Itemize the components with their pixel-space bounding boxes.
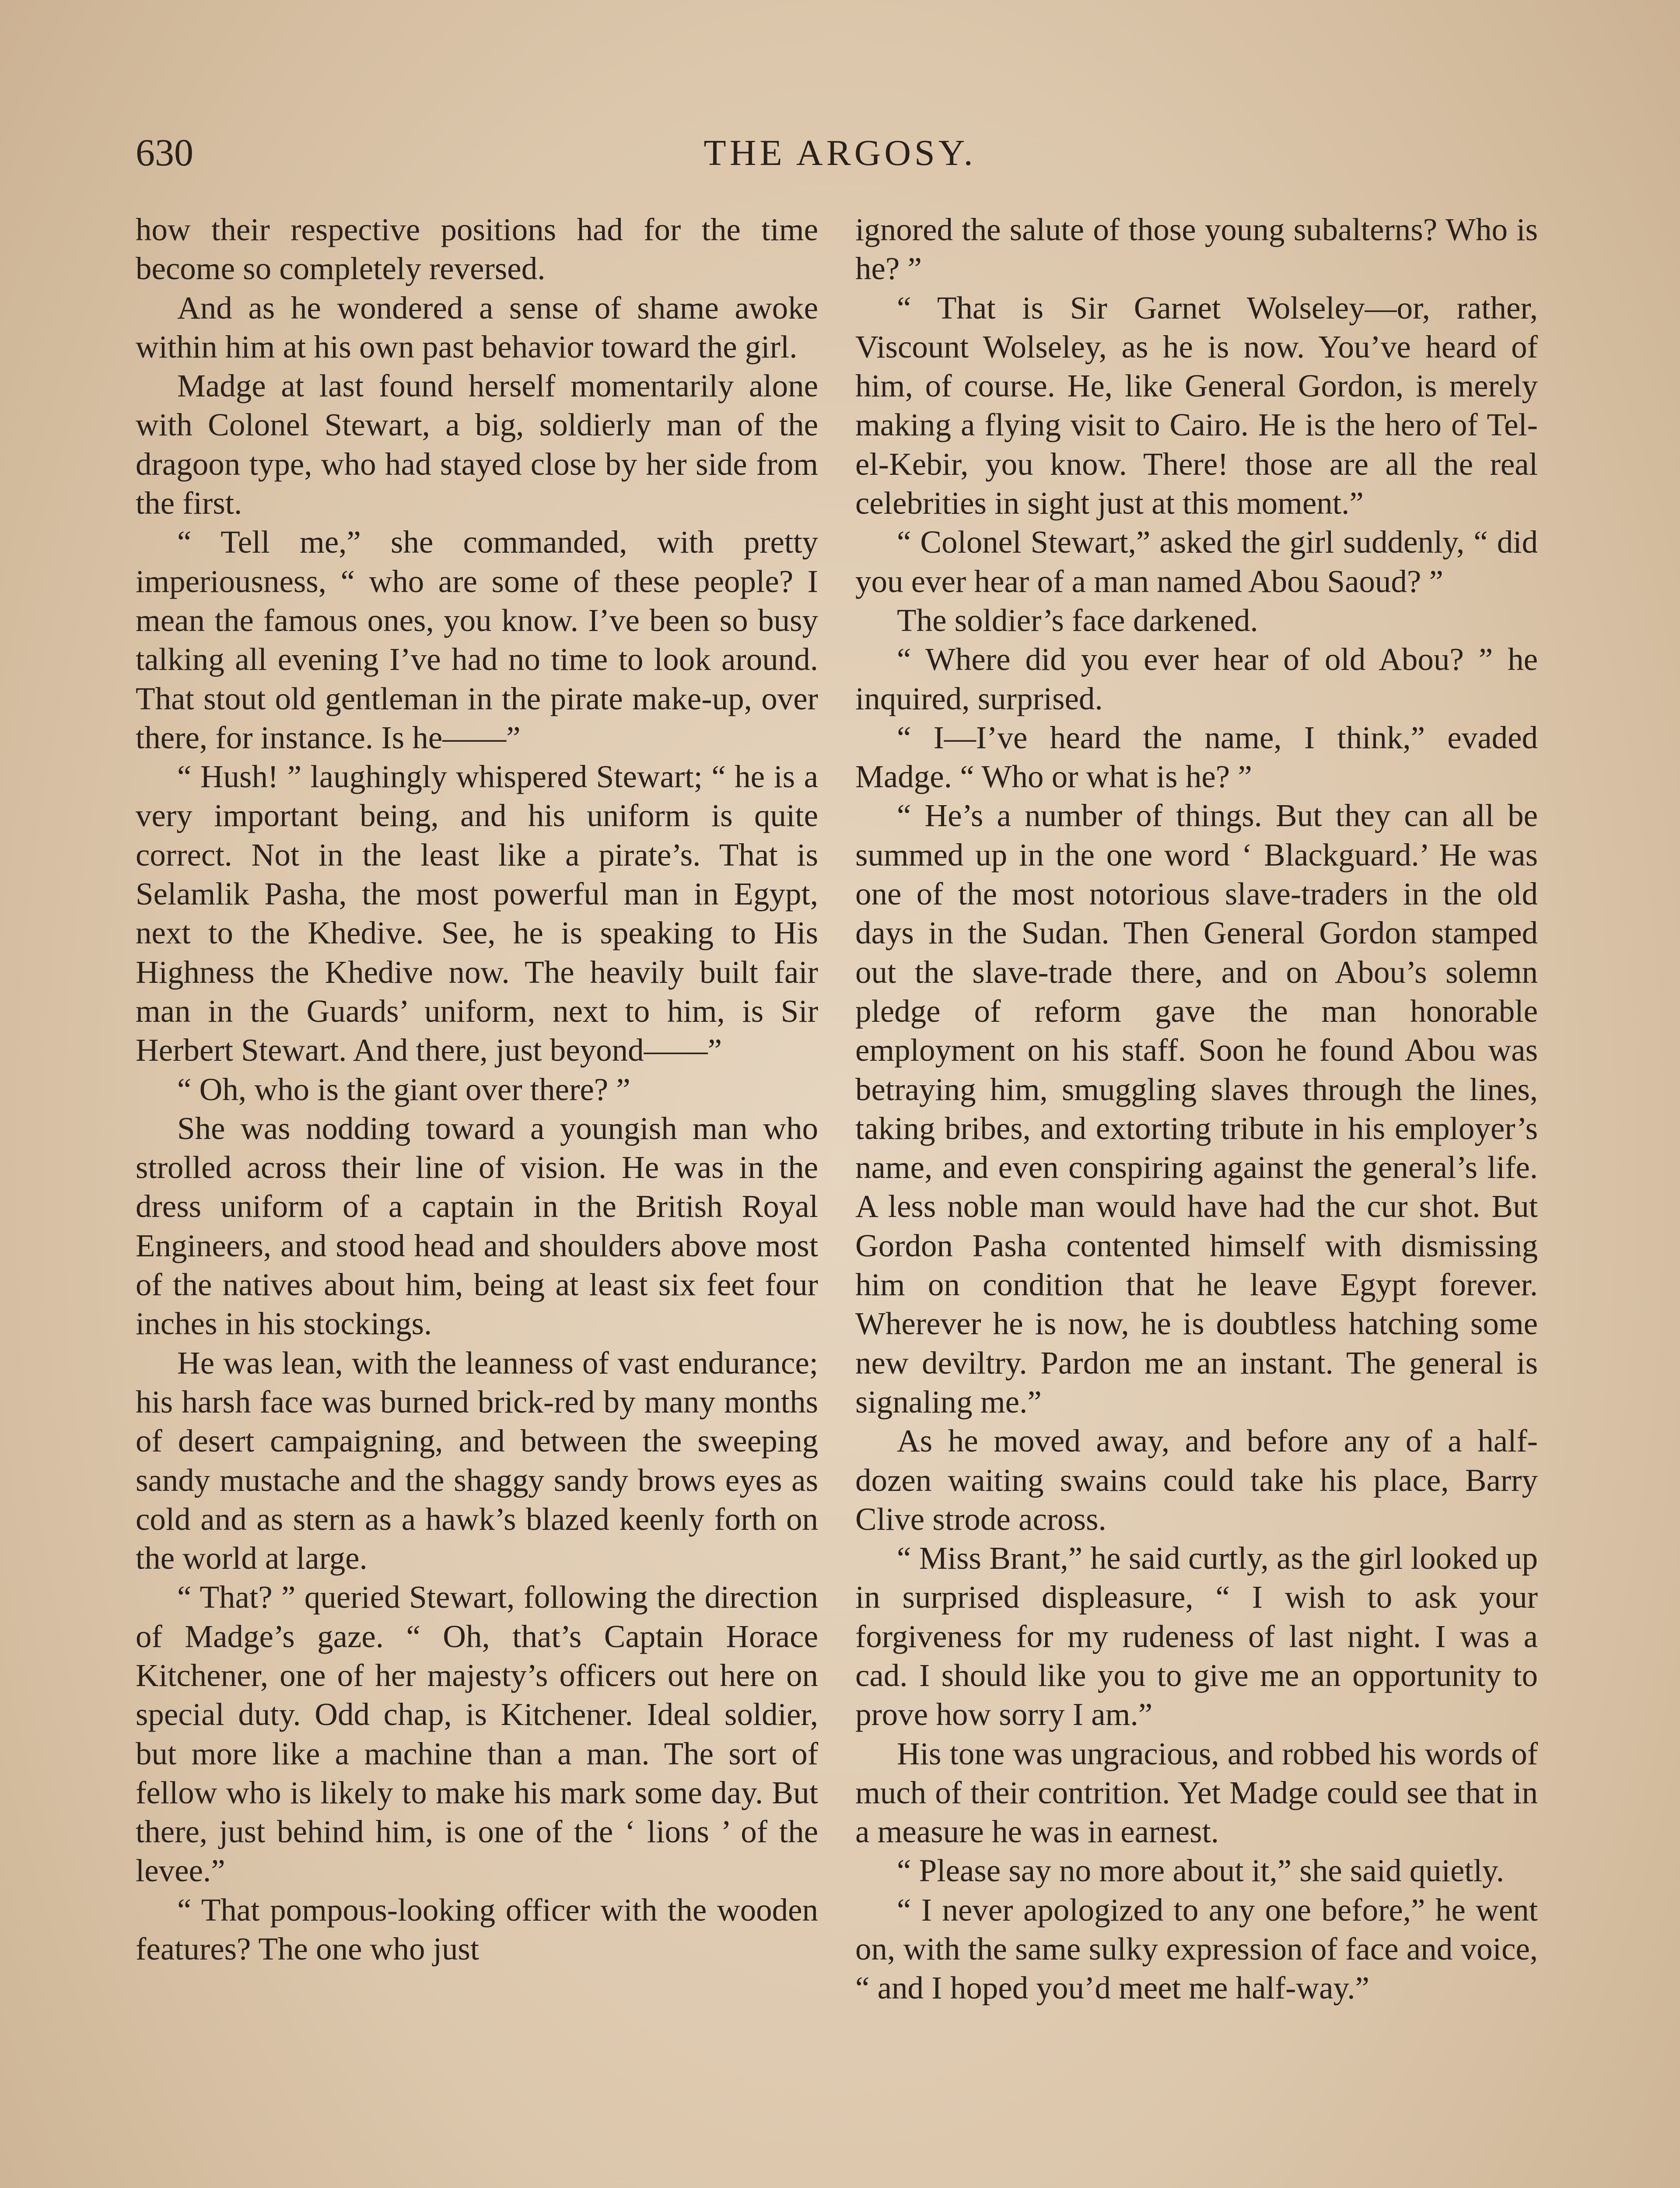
paragraph: “ Hush! ” laughingly whispered Stewart; “ he is a very important being, and his uniform is quite correct. Not in the least like a pirate’s. That is Selamlik Pasha, the most powerful man in Egypt, next to the Khedive. See, he is speaking to His Highness the Khedive now. The heavily built fair man in the Guards’ uniform, next to him, is Sir Herbert Stewart. And there, just beyond——” — [136, 759, 818, 1068]
paragraph: “ Oh, who is the giant over there? ” — [177, 1071, 630, 1107]
paragraph: ignored the salute of those young subalterns? Who is he? ” — [855, 212, 1538, 287]
paragraph: As he moved away, and before any of a half-dozen waiting swains could take his place, Barry Clive strode across. — [855, 1423, 1538, 1537]
paragraph: “ That is Sir Garnet Wolseley—or, rather, Viscount Wolseley, as he is now. You’ve heard of him, of course. He, like General Gordon, is merely making a flying visit to Cairo. He is the hero of Tel-el-Kebir, you know. There! those are all the real celebrities in sight just at this moment.” — [855, 290, 1538, 521]
paragraph: “ Where did you ever hear of old Abou? ” he inquired, surprised. — [855, 642, 1538, 716]
paragraph: “ Miss Brant,” he said curtly, as the girl looked up in surprised displeasure, “ I wish to ask your forgiveness for my rudeness of last night. I was a cad. I should like you to give me an opportunity to prove how sorry I am.” — [855, 1540, 1538, 1732]
paragraph: The soldier’s face darkened. — [897, 602, 1258, 638]
paragraph: His tone was ungracious, and robbed his words of much of their contrition. Yet Madge could see that in a measure he was in earnest. — [855, 1736, 1538, 1850]
paragraph: “ That? ” queried Stewart, following the direction of Madge’s gaze. “ Oh, that’s Captain Horace Kitchener, one of her majesty’s officers out here on special duty. Odd chap, is Kitchener. Ideal soldier, but more like a machine than a man. The sort of fellow who is likely to make his mark some day. But there, just behind him, is one of the ‘ lions ’ of the levee.” — [136, 1579, 818, 1889]
page-header — [136, 127, 1544, 188]
paragraph: “ Tell me,” she commanded, with pretty imperiousness, “ who are some of these people? I mean the famous ones, you know. I’ve been so busy talking all evening I’ve had no time to look around. That stout old gentleman in the pirate make-up, over there, for instance. Is he——” — [136, 524, 818, 755]
paragraph: how their respective positions had for the time become so completely reversed. — [136, 212, 818, 287]
paragraph: “ Please say no more about it,” she said quietly. — [897, 1853, 1504, 1889]
paragraph: “ Colonel Stewart,” asked the girl suddenly, “ did you ever hear of a man named Abou Saoud? ” — [855, 524, 1538, 599]
paragraph: She was nodding toward a youngish man who strolled across their line of vision. He was in the dress uniform of a captain in the British Royal Engineers, and stood head and shoulders above most of the natives about him, being at least six feet four inches in his stockings. — [136, 1110, 818, 1342]
paragraph: “ That pompous-looking officer with the wooden features? The one who just — [136, 1892, 818, 1967]
page-number: 630 — [136, 132, 193, 174]
paragraph: He was lean, with the leanness of vast endurance; his harsh face was burned brick-red by many months of desert campaigning, and between the sweeping sandy mustache and the shaggy sandy brows eyes as cold and as stern as a hawk’s blazed keenly forth on the world at large. — [136, 1345, 818, 1576]
paragraph: “ I never apologized to any one before,” he went on, with the same sulky expression of face and voice, “ and I hoped you’d meet me half-way.” — [855, 1892, 1538, 2006]
paragraph: “ He’s a number of things. But they can all be summed up in the one word ‘ Blackguard.’ He was one of the most notorious slave-traders in the old days in the Sudan. Then General Gordon stamped out the slave-trade there, and on Abou’s solemn pledge of reform gave the man honorable employment on his staff. Soon he found Abou was betraying him, smuggling slaves through the lines, taking bribes, and extorting tribute in his employer’s name, and even conspiring against the general’s life. A less noble man would have had the cur shot. But Gordon Pasha contented himself with dismissing him on condition that he leave Egypt forever. Wherever he is now, he is doubtless hatching some new deviltry. Pardon me an instant. The general is signaling me.” — [855, 798, 1538, 1420]
running-head: THE ARGOSY. — [704, 133, 976, 173]
paragraph: And as he wondered a sense of shame awoke within him at his own past behavior toward the girl. — [136, 290, 818, 365]
right-column — [855, 210, 1538, 2188]
left-column — [136, 210, 818, 2188]
paragraph: Madge at last found herself momentarily alone with Colonel Stewart, a big, soldierly man of the dragoon type, who had stayed close by her side from the first. — [136, 368, 818, 521]
paragraph: “ I—I’ve heard the name, I think,” evaded Madge. “ Who or what is he? ” — [855, 719, 1538, 795]
